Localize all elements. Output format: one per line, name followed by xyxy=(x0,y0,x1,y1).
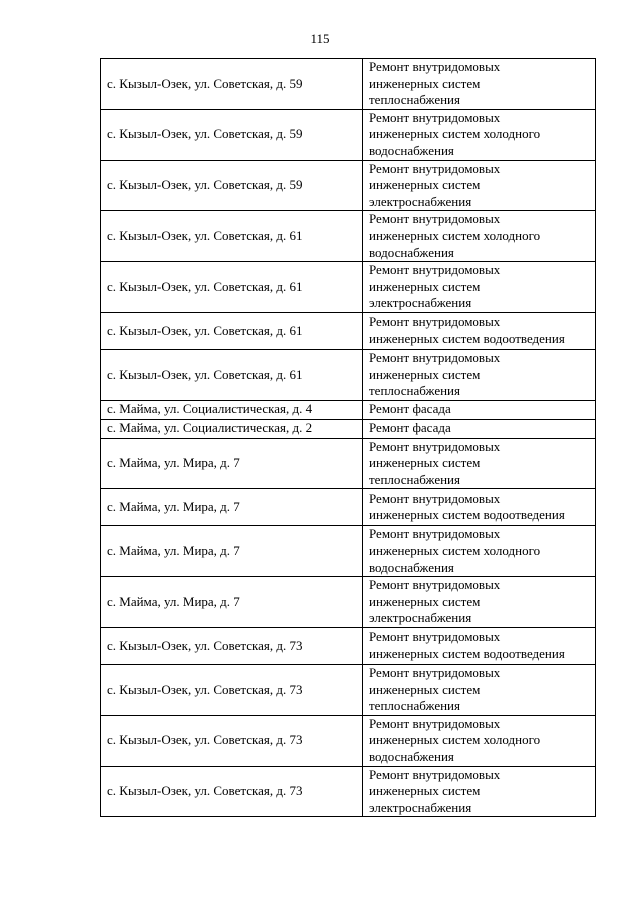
table-row xyxy=(101,262,596,313)
table-row xyxy=(101,766,596,817)
work-type-cell: Ремонт внутридомовых инженерных систем электроснабжения xyxy=(363,766,596,817)
work-type-cell: Ремонт фасада xyxy=(363,419,596,438)
address-cell: с. Майма, ул. Социалистическая, д. 4 xyxy=(101,400,363,419)
work-type-cell: Ремонт внутридомовых инженерных систем холодного водоснабжения xyxy=(363,109,596,160)
address-cell: с. Кызыл-Озек, ул. Советская, д. 61 xyxy=(101,262,363,313)
work-type-cell: Ремонт внутридомовых инженерных систем электроснабжения xyxy=(363,262,596,313)
table-row xyxy=(101,312,596,349)
address-cell: с. Кызыл-Озек, ул. Советская, д. 59 xyxy=(101,160,363,211)
address-cell: с. Кызыл-Озек, ул. Советская, д. 73 xyxy=(101,715,363,766)
address-cell: с. Майма, ул. Мира, д. 7 xyxy=(101,526,363,577)
table-row xyxy=(101,349,596,400)
work-type-cell: Ремонт внутридомовых инженерных систем электроснабжения xyxy=(363,577,596,628)
work-type-cell: Ремонт внутридомовых инженерных систем теплоснабжения xyxy=(363,59,596,110)
page-number: 115 xyxy=(310,31,330,46)
work-type-cell: Ремонт внутридомовых инженерных систем теплоснабжения xyxy=(363,665,596,716)
table-row xyxy=(101,526,596,577)
address-cell: с. Кызыл-Озек, ул. Советская, д. 59 xyxy=(101,59,363,110)
address-cell: с. Кызыл-Озек, ул. Советская, д. 61 xyxy=(101,312,363,349)
work-type-cell: Ремонт внутридомовых инженерных систем теплоснабжения xyxy=(363,438,596,489)
table-row xyxy=(101,628,596,665)
table-row xyxy=(101,665,596,716)
address-cell: с. Кызыл-Озек, ул. Советская, д. 73 xyxy=(101,766,363,817)
address-cell: с. Кызыл-Озек, ул. Советская, д. 59 xyxy=(101,109,363,160)
table-row xyxy=(101,419,596,438)
table-row xyxy=(101,59,596,110)
table-row xyxy=(101,211,596,262)
table-row xyxy=(101,715,596,766)
work-type-cell: Ремонт фасада xyxy=(363,400,596,419)
table-row xyxy=(101,489,596,526)
table-row xyxy=(101,438,596,489)
work-type-cell: Ремонт внутридомовых инженерных систем холодного водоснабжения xyxy=(363,526,596,577)
work-type-cell: Ремонт внутридомовых инженерных систем водоотведения xyxy=(363,312,596,349)
address-cell: с. Кызыл-Озек, ул. Советская, д. 73 xyxy=(101,665,363,716)
work-type-cell: Ремонт внутридомовых инженерных систем теплоснабжения xyxy=(363,349,596,400)
table-row xyxy=(101,577,596,628)
work-type-cell: Ремонт внутридомовых инженерных систем холодного водоснабжения xyxy=(363,715,596,766)
address-cell: с. Кызыл-Озек, ул. Советская, д. 61 xyxy=(101,349,363,400)
table-row xyxy=(101,400,596,419)
table-row xyxy=(101,109,596,160)
address-cell: с. Кызыл-Озек, ул. Советская, д. 61 xyxy=(101,211,363,262)
address-cell: с. Майма, ул. Мира, д. 7 xyxy=(101,489,363,526)
address-cell: с. Кызыл-Озек, ул. Советская, д. 73 xyxy=(101,628,363,665)
work-type-cell: Ремонт внутридомовых инженерных систем водоотведения xyxy=(363,628,596,665)
address-cell: с. Майма, ул. Мира, д. 7 xyxy=(101,577,363,628)
address-cell: с. Майма, ул. Мира, д. 7 xyxy=(101,438,363,489)
work-type-cell: Ремонт внутридомовых инженерных систем электроснабжения xyxy=(363,160,596,211)
address-cell: с. Майма, ул. Социалистическая, д. 2 xyxy=(101,419,363,438)
table-row xyxy=(101,160,596,211)
work-type-cell: Ремонт внутридомовых инженерных систем водоотведения xyxy=(363,489,596,526)
repair-schedule-table xyxy=(100,58,596,817)
work-type-cell: Ремонт внутридомовых инженерных систем холодного водоснабжения xyxy=(363,211,596,262)
